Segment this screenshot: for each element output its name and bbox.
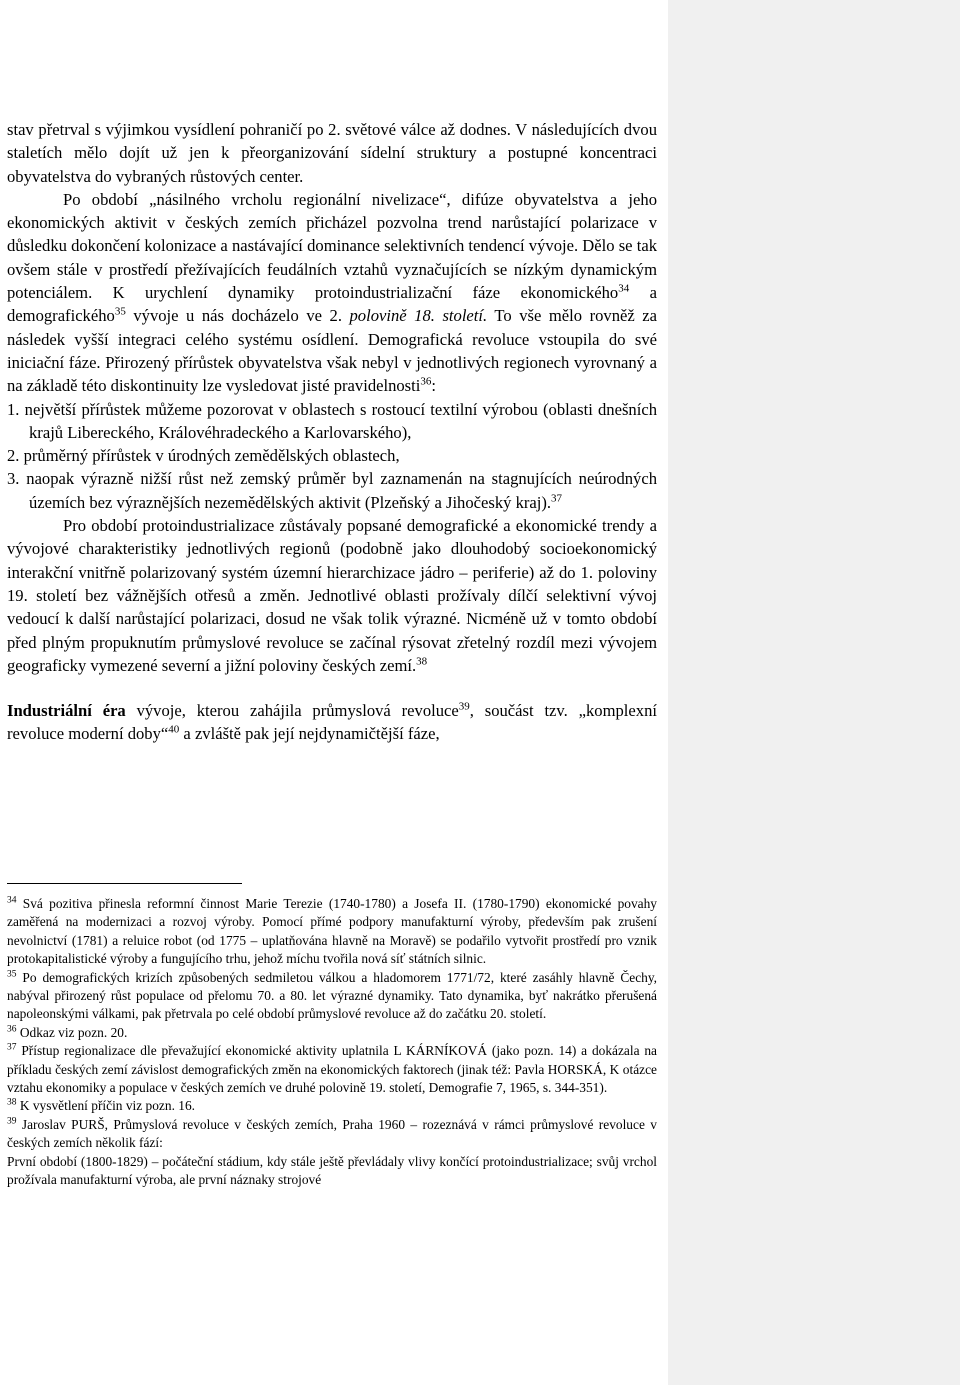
footnote-number: 34 <box>7 895 17 906</box>
italic-run: polovině 18. století. <box>349 306 488 326</box>
text-run: Pro období protoindustrializace zůstávaly popsané demografické a ekonomické trendy a vývojové charakteristiky jednotlivých regionů (podobně jako dlouhodobý socioekonomický interakční vnitřně polarizovaný systém územní hierarchizace jádro – periferie) až do 1. poloviny 19. století bez vážnějších otřesů a změn. Jednotlivé oblasti prožívaly dílčí selektivní vývoj vedoucí k další narůstající polarizaci, dosud ne však tolik výrazné. Nicméně už v tomto období před plným propuknutím průmyslové revoluce se začínal rýsovat zřetelný rozdíl mezi vývojem geograficky vymezené severní a jižní poloviny českých zemí. <box>7 516 657 675</box>
footnote-ref-37[interactable]: 37 <box>551 492 563 505</box>
main-text <box>7 118 657 746</box>
paragraph-3 <box>7 514 657 677</box>
text-run: 3. naopak výrazně nižší růst než zemský průměr byl zaznamenán na stagnujících neúrodných územích bez výraznějších nezemědělských aktivit (Plzeňský a Jihočeský kraj). <box>7 469 657 512</box>
footnote <box>7 1024 657 1042</box>
footnote-text: Svá pozitiva přinesla reformní činnost Marie Terezie (1740-1780) a Josefa II. (1780-1790) ekonomické povahy zaměřená na modernizaci a rozvoj výroby. Pomocí přímé podpory manufakturní výroby, především pak zrušení nevolnictví (1781) a reluice robot (od 1775 – uplatňována hlavně na Moravě) se podařilo vytvořit prostředí pro vznik protokapitalistické výroby a fungujícího trhu, jehož míchu tvořila nová síť státních silnic. <box>7 896 657 967</box>
text-run: a zvláště pak její nejdynamičtější fáze, <box>179 724 440 744</box>
footnote-ref-34[interactable]: 34 <box>618 282 630 295</box>
footnote-number: 35 <box>7 969 17 980</box>
text-run: To vše mělo rovněž za následek vyšší integraci celého systému osídlení. Demografická revoluce vstoupila do své iniciační fáze. Přirozený přírůstek obyvatelstva však nebyl v jednotlivých regionech vyrovnaný a na základě této diskontinuity lze vysledovat jisté pravidelnosti <box>7 306 657 396</box>
footnote-text: Odkaz viz pozn. 20. <box>16 1024 128 1040</box>
text-run: a demografického <box>7 283 657 326</box>
footnote-number: 38 <box>7 1098 17 1108</box>
footnote-ref-36[interactable]: 36 <box>420 375 432 388</box>
footnote-text: Jaroslav PURŠ, Průmyslová revoluce v českých zemích, Praha 1960 – rozeznává v rámci průmyslové revoluce v českých zemích několik fází: <box>7 1116 657 1151</box>
text-run: : <box>431 376 436 396</box>
paragraph-gap <box>7 677 657 699</box>
list-item-1: 1. největší přírůstek můžeme pozorovat v oblastech s rostoucí textilní výrobou (oblasti dnešních krajů Libereckého, Královéhradeckého a Karlovarského), <box>7 399 657 442</box>
footnote-number: 36 <box>7 1024 17 1035</box>
text-run: vývoje, kterou zahájila průmyslová revoluce <box>125 701 459 721</box>
text-run: vývoje u nás docházelo ve 2. <box>125 306 350 326</box>
comment-margin-pane <box>668 0 960 1385</box>
footnote-text: K vysvětlení příčin viz pozn. 16. <box>16 1098 196 1114</box>
footnote-ref-40[interactable]: 40 <box>168 723 180 736</box>
footnote-text: Přístup regionalizace dle převažující ekonomické aktivity uplatnila L KÁRNÍKOVÁ (jako pozn. 14) a dokázala na příkladu českých zemí závislost demografických změn na ekonomických faktorech (jinak též: Pavla HORSKÁ, K otázce vztahu ekonomiky a populace v českých zemích ve druhé polovině 19. století, Demografie 7, 1965, s. 344-351). <box>7 1043 657 1096</box>
footnote-ref-39[interactable]: 39 <box>458 700 470 713</box>
footnote-ref-38[interactable]: 38 <box>416 655 428 668</box>
text-run: Po období „násilného vrcholu regionální nivelizace“, difúze obyvatelstva a jeho ekonomických aktivit v českých zemích přicházel pozvolna trend narůstající polarizace v důsledku dokončení kolonizace a nastávající dominance selektivních tendencí vývoje. Dělo se tak ovšem stále v prostředí přežívajících feudálních vztahů vyznačujících se nízkým dynamickým potenciálem. K urychlení dynamiky protoindustrializační fáze ekonomického <box>7 189 657 303</box>
footnote <box>7 1116 657 1153</box>
text-run: , součást tzv. „komplexní revoluce moderní doby“ <box>7 701 657 744</box>
footnote-separator <box>7 883 242 884</box>
list-item-2: 2. průměrný přírůstek v úrodných zemědělských oblastech, <box>7 446 400 466</box>
paragraph-4 <box>7 699 657 746</box>
footnote <box>7 969 657 1024</box>
footnote <box>7 1097 657 1115</box>
paragraph-2 <box>7 188 657 398</box>
footnote-ref-35[interactable]: 35 <box>114 305 126 318</box>
footnote <box>7 1042 657 1097</box>
footnote <box>7 895 657 969</box>
list-item-3 <box>7 467 657 514</box>
footnote-number: 37 <box>7 1042 17 1053</box>
bold-term: Industriální éra <box>7 701 126 721</box>
footnote-continuation: První období (1800-1829) – počáteční stádium, kdy stále ještě převládaly vlivy končící protoindustrializace; svůj vrchol prožívala manufakturní výroba, ale první náznaky strojové <box>7 1153 657 1188</box>
paragraph-1: stav přetrval s výjimkou vysídlení pohraničí po 2. světové válce až dodnes. V následujících dvou staletích mělo dojít už jen k přeorganizování sídelní struktury a postupné koncentraci obyvatelstva do vybraných růstových center. <box>7 120 657 186</box>
footnote-text: Po demografických krizích způsobených sedmiletou válkou a hladomorem 1771/72, které zasáhly hlavně Čechy, nabýval přirozený růst populace od přelomu 70. a 80. let výrazné dynamiky. Tato dynamika, byť nakrátko přerušená napoleonskými válkami, pak přetrvala po celé období průmyslové revoluce až do začátku 20. století. <box>7 969 657 1022</box>
footnotes <box>7 895 657 1190</box>
footnote-number: 39 <box>7 1116 17 1127</box>
